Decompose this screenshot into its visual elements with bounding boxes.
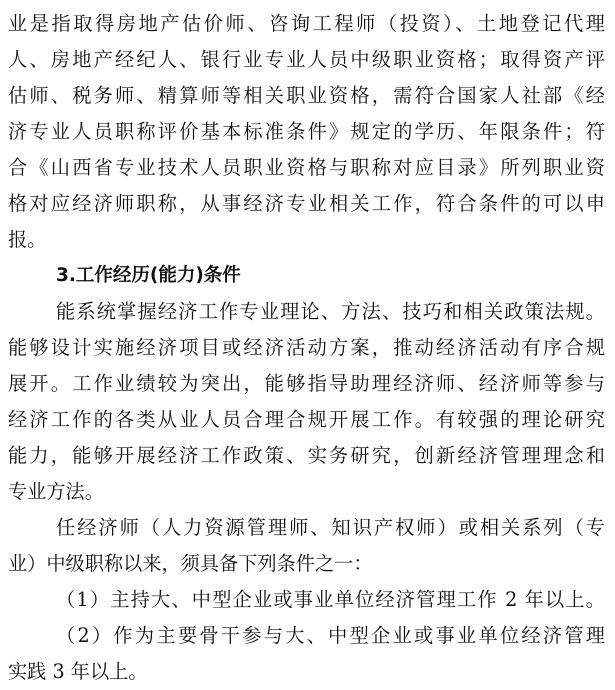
text-line: 报。 [8,228,47,251]
paragraph-ability-description [8,294,605,510]
text-line: （2）作为主要骨干参与大、中型企业或事业单位经济管理 [56,624,605,647]
text-line: 业）中级职称以来，须具备下列条件之一： [8,552,373,575]
paragraph-condition-2 [8,618,605,690]
text-line: 展开。工作业绩较为突出，能够指导助理经济师、经济师等参与 [8,372,605,395]
document-page [8,6,605,690]
text-line: 能系统掌握经济工作专业理论、方法、技巧和相关政策法规。 [56,300,605,323]
text-line: 业是指取得房地产估价师、咨询工程师（投资）、土地登记代理 [8,12,605,35]
text-line: 人、房地产经纪人、银行业专业人员中级职业资格；取得资产评 [8,48,605,71]
text-line: 实践 3 年以上。 [8,660,148,683]
section-heading: 3.工作经历(能力)条件 [56,265,241,286]
text-line: 合《山西省专业技术人员职业资格与职称对应目录》所列职业资 [8,156,605,179]
text-line: 能够设计实施经济项目或经济活动方案，推动经济活动有序合规 [8,336,605,359]
text-line: 格对应经济师职称，从事经济专业相关工作，符合条件的可以申 [8,192,605,215]
paragraph-requirements-intro [8,510,605,582]
text-line: 经济工作的各类从业人员合理合规开展工作。有较强的理论研究 [8,408,605,431]
text-line: 济专业人员职称评价基本标准条件》规定的学历、年限条件；符 [8,120,605,143]
text-line: 任经济师（人力资源管理师、知识产权师）或相关系列（专 [56,516,605,539]
text-line: 能力，能够开展经济工作政策、实务研究，创新经济管理理念和 [8,444,605,467]
text-line: 估师、税务师、精算师等相关职业资格，需符合国家人社部《经 [8,84,605,107]
paragraph-qualification-continued [8,6,605,258]
text-line: 专业方法。 [8,480,104,503]
paragraph-condition-1 [8,582,605,618]
text-line: （1）主持大、中型企业或事业单位经济管理工作 2 年以上。 [56,588,605,611]
